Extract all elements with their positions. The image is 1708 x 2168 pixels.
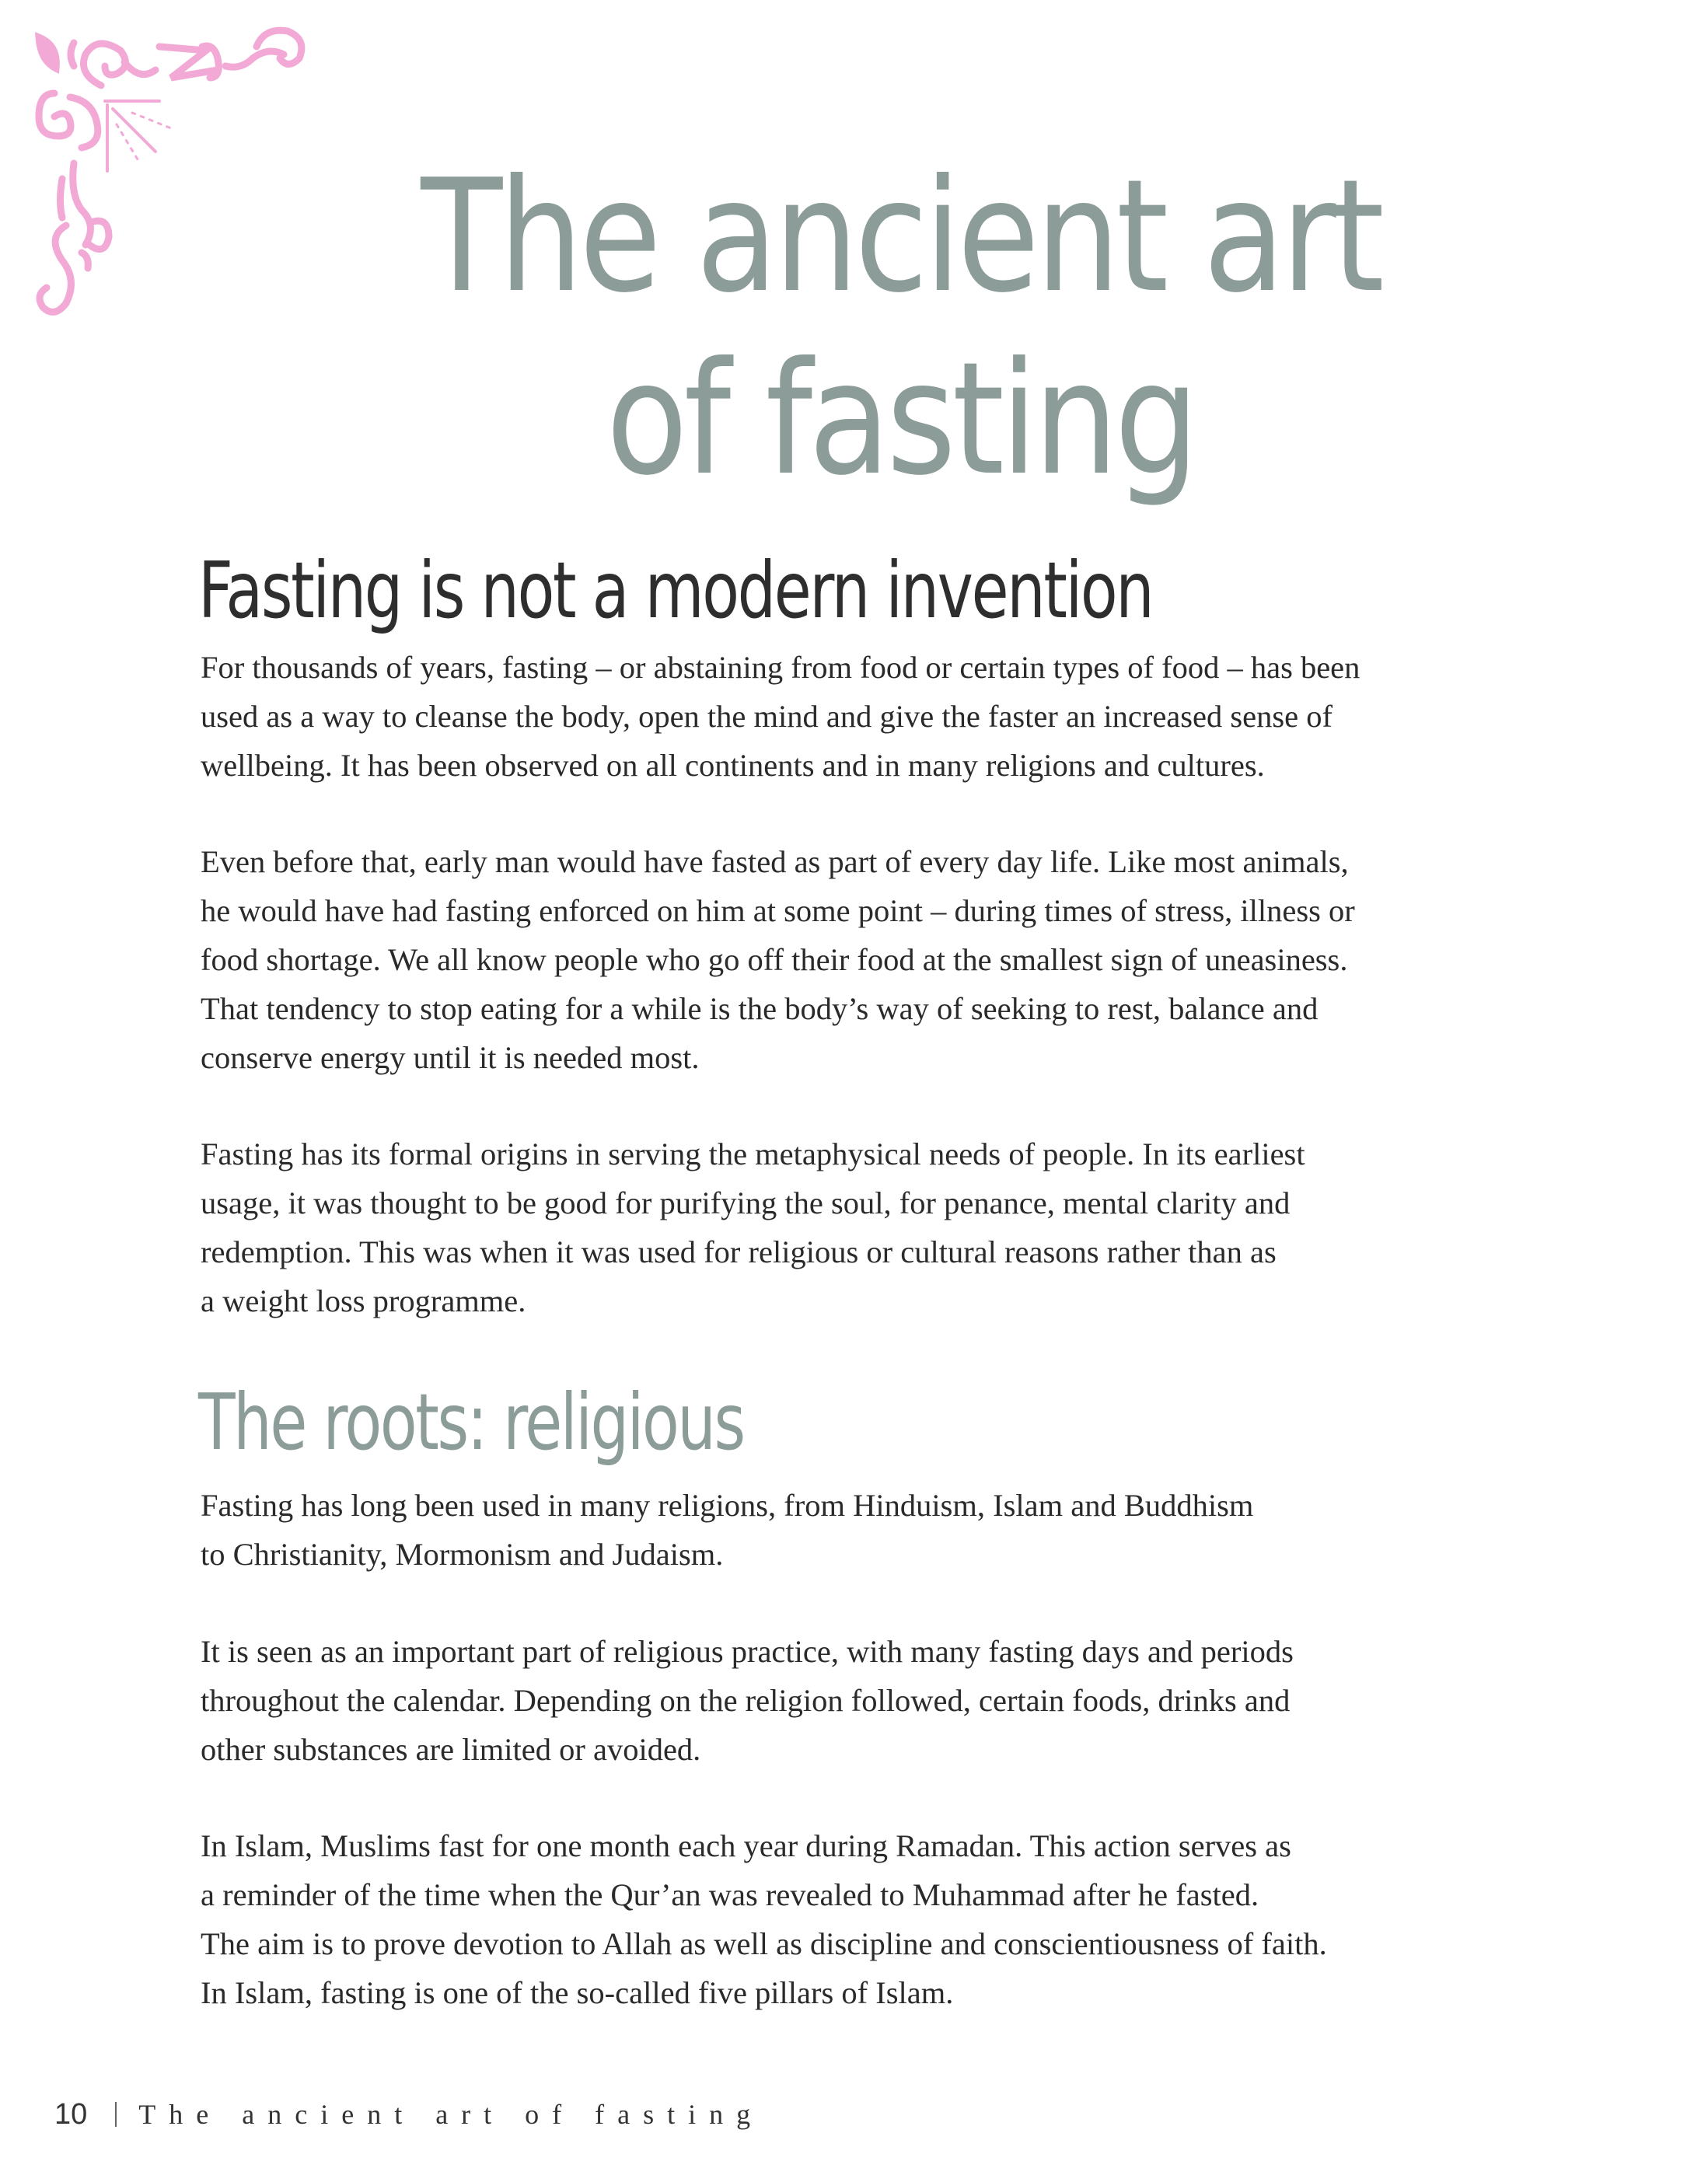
text-line: to Christianity, Mormonism and Judaism.	[201, 1537, 724, 1572]
paragraph-early-man	[201, 837, 1538, 1082]
paragraph-thousands-of-years	[201, 643, 1538, 790]
text-line: For thousands of years, fasting – or abstaining from food or certain types of food – has been	[201, 650, 1360, 685]
text-line: food shortage. We all know people who go off their food at the smallest sign of uneasiness.	[201, 942, 1348, 977]
text-line: wellbeing. It has been observed on all continents and in many religions and cultures.	[201, 748, 1265, 783]
running-title: The ancient art of fasting	[138, 2099, 764, 2130]
text-line: redemption. This was when it was used for religious or cultural reasons rather than as	[201, 1234, 1277, 1269]
text-line: In Islam, fasting is one of the so-called five pillars of Islam.	[201, 1975, 954, 2010]
section-heading-modern-invention: Fasting is not a modern invention	[198, 545, 1153, 636]
text-line: a weight loss programme.	[201, 1283, 526, 1318]
text-line: Even before that, early man would have fasted as part of every day life. Like most animals,	[201, 844, 1349, 879]
page-footer	[54, 2095, 763, 2134]
page-title-line-1: The ancient art	[421, 146, 1381, 327]
text-line: other substances are limited or avoided.	[201, 1732, 701, 1767]
text-line: used as a way to cleanse the body, open the mind and give the faster an increased sense of	[201, 699, 1333, 734]
paragraph-religious-practice	[201, 1627, 1538, 1774]
paragraph-islam-ramadan	[201, 1821, 1538, 2017]
paragraph-many-religions	[201, 1481, 1538, 1579]
text-line: usage, it was thought to be good for purifying the soul, for penance, mental clarity and	[201, 1185, 1291, 1220]
text-line: The aim is to prove devotion to Allah as well as discipline and conscientiousness of faith.	[201, 1926, 1327, 1961]
text-line: In Islam, Muslims fast for one month each year during Ramadan. This action serves as	[201, 1828, 1291, 1863]
footer-divider	[115, 2102, 117, 2127]
text-line: conserve energy until it is needed most.	[201, 1040, 700, 1075]
text-line: a reminder of the time when the Qur’an was revealed to Muhammad after he fasted.	[201, 1877, 1259, 1912]
text-line: Fasting has long been used in many religions, from Hinduism, Islam and Buddhism	[201, 1488, 1254, 1523]
text-line: It is seen as an important part of religious practice, with many fasting days and periods	[201, 1634, 1294, 1669]
paragraph-formal-origins	[201, 1129, 1538, 1325]
text-line: he would have had fasting enforced on him at some point – during times of stress, illness or	[201, 893, 1355, 928]
text-line: That tendency to stop eating for a while is the body’s way of seeking to rest, balance and	[201, 991, 1319, 1026]
page-title-line-2: of fasting	[606, 329, 1196, 510]
text-line: Fasting has its formal origins in serving the metaphysical needs of people. In its earliest	[201, 1136, 1305, 1171]
section-heading-roots-religious: The roots: religious	[198, 1377, 744, 1468]
text-line: throughout the calendar. Depending on the religion followed, certain foods, drinks and	[201, 1683, 1291, 1718]
page-number: 10	[54, 2097, 88, 2131]
